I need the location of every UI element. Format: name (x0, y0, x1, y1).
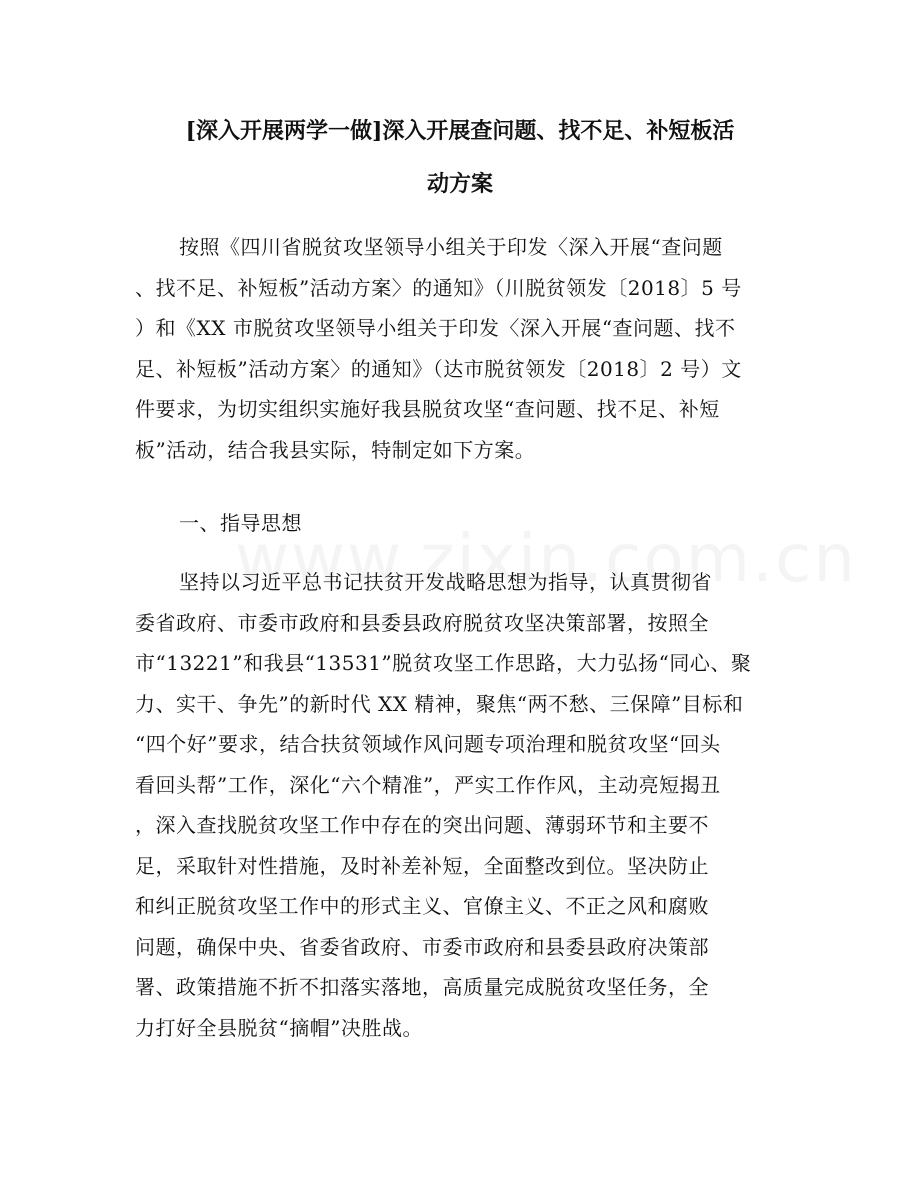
text-line: 件要求，为切实组织实施好我县脱贫攻坚“查问题、找不足、补短 (135, 397, 720, 421)
paragraph-guiding-thought (135, 562, 785, 1048)
section-heading-text: 一、指导思想 (179, 511, 302, 535)
text-line: 委省政府、市委市政府和县委县政府脱贫攻坚决策部署，按照全 (135, 610, 709, 635)
text-line: 市“13221”和我县“13531”脱贫攻坚工作思路，大力弘扬“同心、聚 (135, 651, 752, 675)
text-line: 、找不足、补短板”活动方案〉的通知》（川脱贫领发〔2018〕5 号 (135, 275, 742, 300)
text-line: 署、政策措施不折不扣落实落地，高质量完成脱贫攻坚任务，全 (135, 975, 709, 999)
document-title-line-2: 动方案 (426, 171, 493, 197)
paragraph-intro (135, 227, 785, 470)
text-line: 足，采取针对性措施，及时补差补短，全面整改到位。坚决防止 (135, 853, 709, 878)
text-line: 板”活动，结合我县实际，特制定如下方案。 (135, 437, 536, 462)
text-line: “四个好”要求，结合扶贫领域作风问题专项治理和脱贫攻坚“回头 (135, 732, 721, 756)
text-line: 足、补短板”活动方案〉的通知》（达市脱贫领发〔2018〕2 号）文 (135, 356, 742, 381)
section-heading (135, 503, 785, 544)
text-line: 看回头帮”工作，深化“六个精准”，严实工作作风，主动亮短揭丑 (135, 772, 721, 797)
text-line: 力、实干、争先”的新时代 XX 精神，聚焦“两不愁、三保障”目标和 (135, 691, 744, 716)
document-title-line-1: [深入开展两学一做]深入开展查问题、找不足、补短板活 (185, 118, 735, 144)
text-line: ）和《XX 市脱贫攻坚领导小组关于印发〈深入开展“查问题、找不 (135, 316, 736, 340)
text-line: 坚持以习近平总书记扶贫开发战略思想为指导，认真贯彻省 (179, 570, 712, 594)
text-line: 力打好全县脱贫“摘帽”决胜战。 (135, 1015, 423, 1040)
text-line: ，深入查找脱贫攻坚工作中存在的突出问题、薄弱环节和主要不 (135, 813, 709, 837)
text-line: 问题，确保中央、省委省政府、市委市政府和县委县政府决策部 (135, 934, 709, 959)
text-line: 和纠正脱贫攻坚工作中的形式主义、官僚主义、不正之风和腐败 (135, 894, 709, 918)
text-line: 按照《四川省脱贫攻坚领导小组关于印发〈深入开展“查问题 (179, 235, 723, 259)
